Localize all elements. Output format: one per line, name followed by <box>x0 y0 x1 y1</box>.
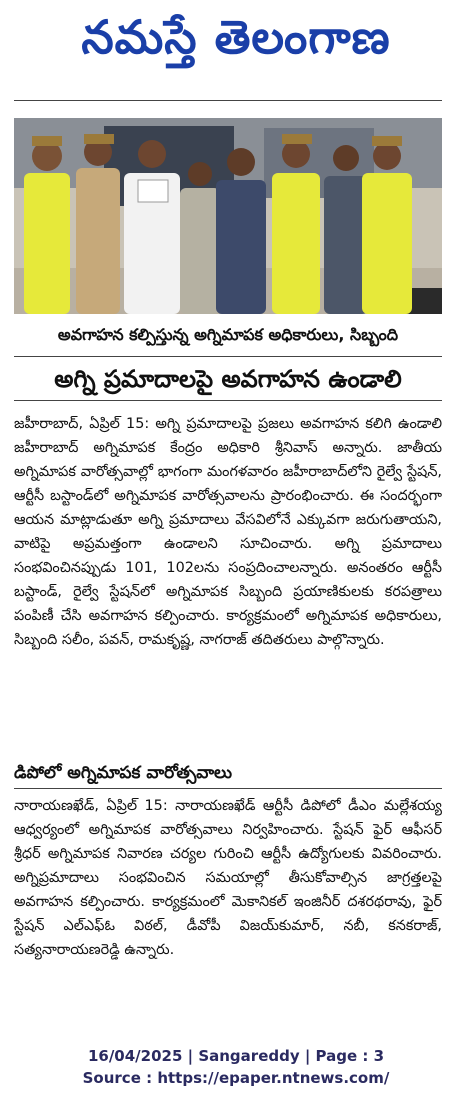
photo-illustration <box>14 118 442 314</box>
photo-caption: అవగాహన కల్పిస్తున్న అగ్నిమాపక అధికారులు, సిబ్బంది <box>57 325 399 344</box>
masthead <box>0 0 472 84</box>
divider <box>14 788 442 789</box>
masthead-title: నమస్తే తెలంగాణ <box>81 10 391 64</box>
edition-info: 16/04/2025 | Sangareddy | Page : 3 <box>87 1047 385 1065</box>
article-body-2: నారాయణఖేడ్, ఏప్రిల్ 15: నారాయణఖేడ్ ఆర్టీసీ డిపోలో డీఎం మల్లేశయ్య ఆధ్వర్యంలో అగ్నిమాపక వారోత్సవాలు నిర్వహించారు. స్టేషన్ ఫైర్ ఆఫీసర్ శ్రీధర్ అగ్నిమాపక నివారణ చర్యల గురించి ఆర్టీసీ ఉద్యోగులకు వివరించారు. అగ్నిప్రమాదాలు సంభవించిన సమయాల్లో తీసుకోవాల్సిన జాగ్రత్తలపై అవగాహన కల్పించారు. కార్యక్రమంలో మెకానికల్ ఇంజినీర్ దశరథరావు, ఫైర్ స్టేషన్ ఎల్ఎఫ్ఓ విఠల్, డీవోపీ విజయ్‌కుమార్, నబీ, కనకరాజ్, సత్యనారాయణరెడ్డి ఉన్నారు. <box>14 798 442 958</box>
source-link[interactable]: Source : https://epaper.ntnews.com/ <box>82 1069 390 1087</box>
news-photo <box>14 118 442 314</box>
article-headline: అగ్ని ప్రమాదాలపై అవగాహన ఉండాలి <box>54 365 402 393</box>
divider <box>14 400 442 401</box>
divider <box>14 100 442 101</box>
divider <box>14 356 442 357</box>
article-body: జహీరాబాద్, ఏప్రిల్ 15: అగ్ని ప్రమాదాలపై ప్రజలు అవగాహన కలిగి ఉండాలి జహీరాబాద్ అగ్నిమాపక కేంద్రం అధికారి శ్రీనివాస్ అన్నారు. జాతీయ అగ్నిమాపక వారోత్సవాల్లో భాగంగా మంగళవారం జహీరాబాద్‌లోని రైల్వే స్టేషన్, ఆర్టీసీ బస్టాండ్‌లో అగ్నిమాపక వారోత్సవాలను ప్రారంభించారు. ఈ సందర్భంగా ఆయన మాట్లాడుతూ అగ్ని ప్రమాదాలు వేసవిలోనే ఎక్కువగా జరుగుతాయని, వాటిపై అప్రమత్తంగా ఉండాలని సూచించారు. అగ్ని ప్రమాదాలు సంభవించినప్పుడు 101, 102లను సంప్రదించాలన్నారు. అనంతరం ఆర్టీసీ బస్టాండ్, రైల్వే స్టేషన్‌లో అగ్నిమాపక సిబ్బంది ప్రయాణికులకు కరపత్రాలు పంపిణీ చేసి అవగాహన కల్పించారు. కార్యక్రమంలో అగ్నిమాపక అధికారులు, సిబ్బంది సలీం, పవన్, రామకృష్ణ, నాగరాజ్ తదితరులు పాల్గొన్నారు. <box>14 416 442 648</box>
article-subheadline: డిపోలో అగ్నిమాపక వారోత్సవాలు <box>14 763 232 783</box>
